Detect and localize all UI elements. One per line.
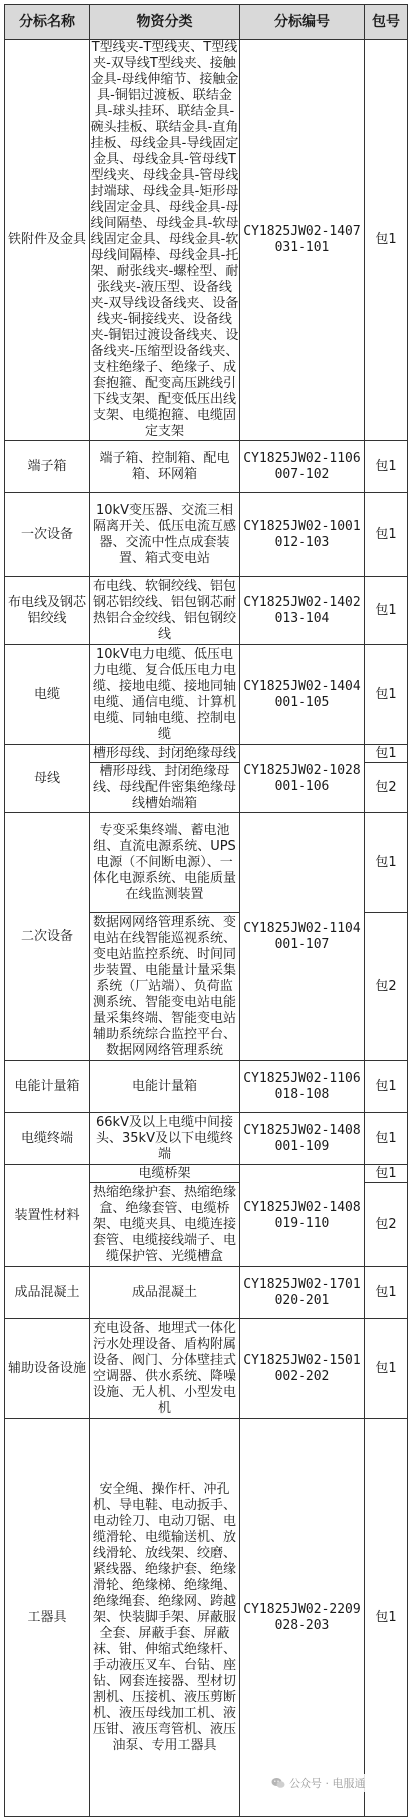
category-cell: 布电线及钢芯铝绞线	[5, 577, 90, 645]
category-cell: 电缆	[5, 645, 90, 745]
package-cell: 包1	[365, 493, 408, 577]
package-cell: 包1	[365, 1113, 408, 1165]
table-row	[5, 1267, 408, 1319]
category-cell: 二次设备	[5, 813, 90, 1061]
materials-cell: 专变采集终端、蓄电池组、直流电源系统、UPS电源（不间断电源）、一体化电源系统、电能质量在线监测装置	[90, 813, 240, 913]
package-cell: 包1	[365, 1165, 408, 1183]
table-row	[5, 1165, 408, 1183]
materials-cell: 热缩绝缘护套、热缩绝缘盒、绝缘套管、电缆桥架、电缆夹具、电缆连接套管、电缆接线端子、电缆保护管、光缆槽盒	[90, 1183, 240, 1267]
category-cell: 装置性材料	[5, 1165, 90, 1267]
code-cell: CY1825JW02-1028001-106	[240, 745, 365, 813]
table-row	[5, 745, 408, 763]
materials-cell: 电能计量箱	[90, 1061, 240, 1113]
wechat-icon	[271, 1777, 285, 1789]
materials-cell: 充电设备、地埋式一体化污水处理设备、盾构附属设备、阀门、分体壁挂式空调器、供水系统、降噪设施、无人机、小型发电机	[90, 1319, 240, 1419]
materials-cell: 成品混凝土	[90, 1267, 240, 1319]
materials-cell: 端子箱、控制箱、配电箱、环网箱	[90, 441, 240, 493]
package-cell: 包2	[365, 913, 408, 1061]
category-cell: 辅助设备设施	[5, 1319, 90, 1419]
materials-cell: 安全绳、操作杆、冲孔机、导电鞋、电动扳手、电动铨刀、电动刀锯、电缆滑轮、电缆输送机、放线滑轮、放线架、绞磨、紧线器、绝缘护套、绝缘滑轮、绝缘梯、绝缘绳、绝缘绳套、绝缘网、跨越架、快装脚手架、屏蔽服全套、屏蔽手套、屏蔽袜、钳、伸缩式绝缘杆、手动液压叉车、台钻、座钻、网套连接器、型材切割机、压接机、液压剪断机、液压母线加工机、液压钳、液压弯管机、液压油泵、专用工器具	[90, 1419, 240, 1817]
code-cell: CY1825JW02-2209028-203	[240, 1419, 365, 1817]
package-cell: 包1	[365, 813, 408, 913]
code-cell: CY1825JW02-1404001-105	[240, 645, 365, 745]
table-row	[5, 441, 408, 493]
materials-cell: 槽形母线、封闭绝缘母线	[90, 745, 240, 763]
code-cell: CY1825JW02-1001012-103	[240, 493, 365, 577]
materials-cell: T型线夹-T型线夹、T型线夹-双导线T型线夹、接触金具-母线伸缩节、接触金具-铜铝过渡板、联结金具-球头挂环、联结金具-碗头挂板、联结金具-直角挂板、母线金具-导线固定金具、母线金具-管母线T型线夹、母线金具-管母线封端球、母线金具-矩形母线固定金具、母线金具-母线间隔垫、母线金具-软母线固定金具、母线金具-软母线间隔棒、母线金具-托架、耐张线夹-螺栓型、耐张线夹-液压型、设备线夹-双导线设备线夹、设备线夹-铜接线夹、设备线夹-铜铝过渡设备线夹、设备线夹-压缩型设备线夹、支柱绝缘子、绝缘子、成套抱箍、配变高压跳线引下线支架、配变低压出线支架、电缆抱箍、电缆固定支架	[90, 40, 239, 439]
package-cell: 包1	[365, 645, 408, 745]
table-row	[5, 493, 408, 577]
watermark-text: 公众号 · 电服通	[289, 1777, 366, 1790]
package-cell: 包1	[365, 577, 408, 645]
package-cell: 包1	[365, 40, 408, 441]
table-row	[5, 577, 408, 645]
category-cell: 电能计量箱	[5, 1061, 90, 1113]
table-row	[5, 1419, 408, 1817]
category-cell: 端子箱	[5, 441, 90, 493]
code-cell: CY1825JW02-1106018-108	[240, 1061, 365, 1113]
table-header-row	[5, 5, 408, 40]
package-cell: 包1	[365, 1419, 408, 1817]
materials-cell: 槽形母线、封闭绝缘母线、母线配件密集绝缘母线槽始端箱	[90, 763, 240, 813]
package-cell: 包2	[365, 763, 408, 813]
table-row	[5, 813, 408, 913]
category-cell: 铁附件及金具	[5, 40, 90, 441]
package-cell: 包2	[365, 1183, 408, 1267]
header-code: 分标编号	[240, 5, 365, 40]
materials-cell: 电缆桥架	[90, 1165, 240, 1183]
category-cell: 电缆终端	[5, 1113, 90, 1165]
materials-cell: 布电线、软铜绞线、铝包钢芯铝绞线、铝包钢芯耐热铝合金绞线、铝包钢绞线	[90, 577, 240, 645]
watermark	[268, 1774, 369, 1792]
bid-lot-table	[4, 4, 408, 1817]
code-cell: CY1825JW02-1408001-109	[240, 1113, 365, 1165]
materials-cell: 数据网网络管理系统、变电站在线智能巡视系统、变电站监控系统、时间同步装置、电能量计量采集系统（厂站端）、负荷监测系统、智能变电站电能量采集终端、智能变电站辅助系统综合监控平台、数据网网络管理系统	[90, 913, 240, 1061]
table-row	[5, 40, 408, 441]
code-cell: CY1825JW02-1701020-201	[240, 1267, 365, 1319]
code-cell: CY1825JW02-1407031-101	[240, 40, 365, 441]
code-cell: CY1825JW02-1501002-202	[240, 1319, 365, 1419]
header-package: 包号	[365, 5, 408, 40]
category-cell: 工器具	[5, 1419, 90, 1817]
category-cell: 母线	[5, 745, 90, 813]
code-cell: CY1825JW02-1402013-104	[240, 577, 365, 645]
materials-cell: 10kV变压器、交流三相隔离开关、低压电流互感器、交流中性点成套装置、箱式变电站	[90, 493, 240, 577]
header-category: 分标名称	[5, 5, 90, 40]
table-row	[5, 1319, 408, 1419]
table-row	[5, 1113, 408, 1165]
package-cell: 包1	[365, 745, 408, 763]
header-materials: 物资分类	[90, 5, 240, 40]
package-cell: 包1	[365, 1267, 408, 1319]
code-cell: CY1825JW02-1408019-110	[240, 1165, 365, 1267]
package-cell: 包1	[365, 1061, 408, 1113]
category-cell: 成品混凝土	[5, 1267, 90, 1319]
code-cell: CY1825JW02-1106007-102	[240, 441, 365, 493]
materials-cell: 10kV电力电缆、低压电力电缆、复合低压电力电缆、接地电缆、接地同轴电缆、通信电缆、计算机电缆、同轴电缆、控制电缆	[90, 645, 240, 745]
code-cell: CY1825JW02-1104001-107	[240, 813, 365, 1061]
materials-cell: 66kV及以上电缆中间接头、35kV及以下电缆终端	[90, 1113, 240, 1165]
package-cell: 包1	[365, 441, 408, 493]
table-row	[5, 645, 408, 745]
category-cell: 一次设备	[5, 493, 90, 577]
package-cell: 包1	[365, 1319, 408, 1419]
table-row	[5, 1061, 408, 1113]
